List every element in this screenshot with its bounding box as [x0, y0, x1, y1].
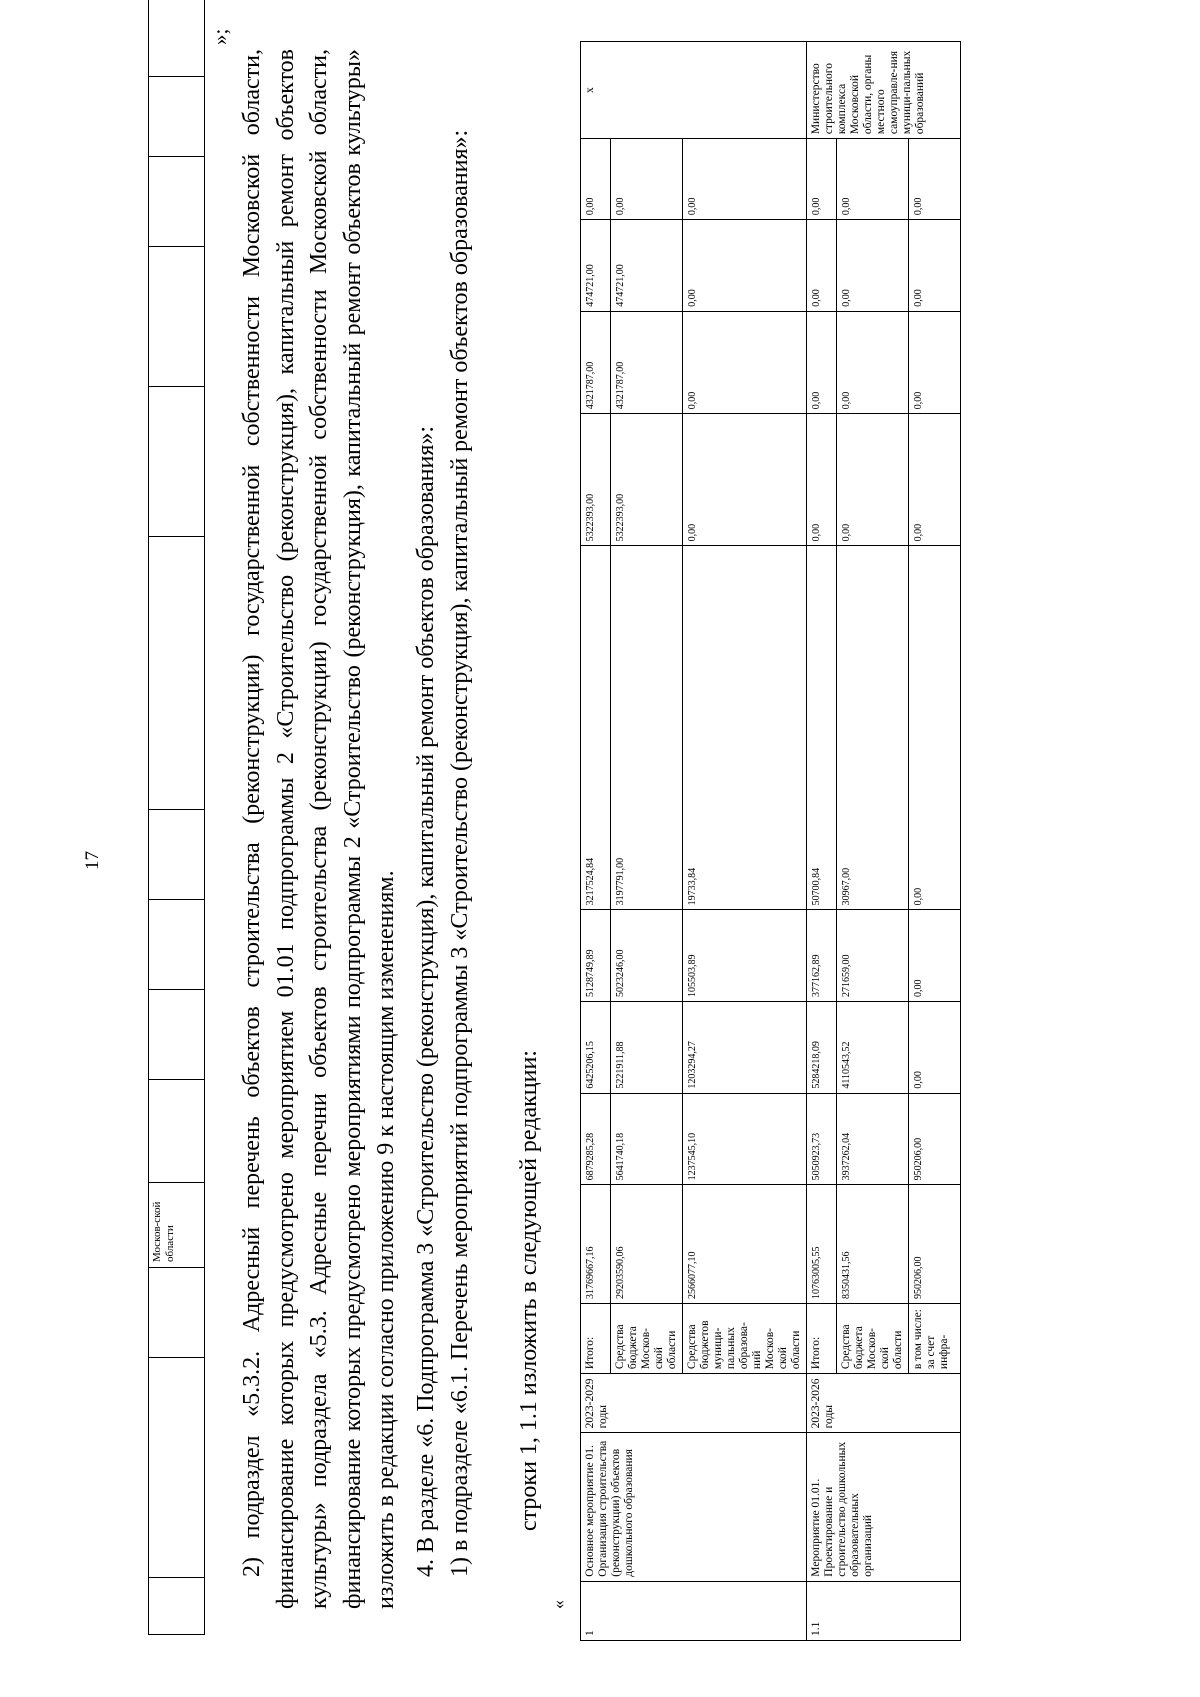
page-number: 17 [82, 851, 103, 870]
funding-source: Итого: [581, 1303, 611, 1373]
paragraph-section-6: 4. В разделе «6. Подпрограмма 3 «Строительство (реконструкция), капитальный ремонт объектов образования»: [413, 425, 439, 1577]
value-2029: 0,00 [683, 220, 807, 312]
paragraph-subsection-5-3-2: 2) подраздел «5.3.2. Адресный перечень объектов строительства (реконструкции) государственной собственности Московской области, финансирование которых предусмотрено мероприятием 01.01 подпрограммы 2 «Строительство (реконструкция), капитальный ремонт объектов культуры» подраздела «5.3. Адресные перечни объектов строительства (реконструкции) государственной собственности Московской области, финансирование которых предусмотрено мероприятиями подпрограммы 2 «Строительство (реконструкция), капитальный ремонт объектов культуры» изложить в редакции согласно приложению 9 к настоящим изменениям. [239, 49, 399, 1609]
measure-years: 2023-2026 годы [807, 1374, 961, 1433]
value-2025: 271659,00 [837, 910, 909, 1002]
strip-cell [149, 1578, 205, 1635]
executor: Министерство строительного комплекса Московской области, органы местного самоуправле-ния муници-пальных образований [807, 42, 961, 139]
value-2028: 4321787,00 [581, 311, 611, 413]
value-2027: 5322393,00 [611, 414, 683, 546]
continued-table-strip [148, 0, 205, 1635]
value-2027: 0,00 [837, 414, 909, 546]
value-2024: 1203294,27 [683, 1002, 807, 1094]
measure-name: Основное мероприятие 01. Организация строительства (реконструкции) объектов дошкольного образования [581, 1433, 807, 1581]
funding-source: Средства бюджета Москов-ской области [837, 1303, 909, 1373]
strip-cell [149, 537, 205, 810]
value-2024: 0,00 [909, 1002, 961, 1094]
value-2029: 0,00 [909, 220, 961, 312]
value-2027: 0,00 [683, 414, 807, 546]
executor: х [581, 42, 807, 139]
value-2024: 5221911,88 [611, 1002, 683, 1094]
value-2026: 30967,00 [837, 546, 909, 910]
value-2028: 0,00 [683, 311, 807, 413]
value-2025: 0,00 [909, 910, 961, 1002]
value-2023: 3937262,04 [837, 1093, 909, 1185]
value-extra: 0,00 [909, 139, 961, 220]
value-2023: 950206,00 [909, 1093, 961, 1185]
value-2026: 3197791,00 [611, 546, 683, 910]
strip-cell [149, 1268, 205, 1358]
strip-cell-source [149, 1183, 205, 1268]
value-2023: 1237545,10 [683, 1093, 807, 1185]
strip-cell [149, 1358, 205, 1578]
strip-cell [149, 0, 205, 77]
value-total: 10763005,55 [807, 1185, 837, 1304]
value-2025: 5023246,00 [611, 910, 683, 1002]
strip-cell [149, 247, 205, 387]
value-2024: 4110543,52 [837, 1002, 909, 1094]
value-total: 8350431,56 [837, 1185, 909, 1304]
strip-cell [149, 387, 205, 537]
value-2028: 0,00 [807, 311, 837, 413]
value-total: 31769667,16 [581, 1185, 611, 1304]
funding-source: Средства бюджета Москов-ской области [611, 1303, 683, 1373]
value-total: 29203590,06 [611, 1185, 683, 1304]
value-2029: 0,00 [837, 220, 909, 312]
value-2028: 0,00 [837, 311, 909, 413]
value-2025: 105503,89 [683, 910, 807, 1002]
value-2026: 0,00 [909, 546, 961, 910]
value-2024: 6425206,15 [581, 1002, 611, 1094]
value-2023: 5641740,18 [611, 1093, 683, 1185]
value-2024: 5284218,09 [807, 1002, 837, 1094]
value-2027: 0,00 [909, 414, 961, 546]
row-number: 1.1 [807, 1581, 961, 1640]
row-number: 1 [581, 1581, 807, 1640]
measure-name: Мероприятие 01.01. Проектирование и строительство дошкольных образовательных организаций [807, 1433, 961, 1581]
value-2029: 474721,00 [581, 220, 611, 312]
paragraph-rows-edit: строки 1, 1.1 изложить в следующей редакции: [516, 1050, 542, 1531]
value-2028: 4321787,00 [611, 311, 683, 413]
strip-cell [149, 1080, 205, 1183]
value-2027: 0,00 [807, 414, 837, 546]
value-extra: 0,00 [807, 139, 837, 220]
value-2026: 50700,84 [807, 546, 837, 910]
measures-table [580, 41, 961, 1641]
paragraph-subsection-6-1: 1) в подразделе «6.1. Перечень мероприятий подпрограммы 3 «Строительство (реконструкция), капитальный ремонт объектов образования»: [447, 129, 473, 1577]
value-2026: 19733,84 [683, 546, 807, 910]
value-extra: 0,00 [683, 139, 807, 220]
strip-cell [149, 810, 205, 900]
closing-quote: »; [208, 28, 232, 45]
measure-years: 2023-2029 годы [581, 1374, 807, 1433]
strip-cell [149, 157, 205, 247]
value-2028: 0,00 [909, 311, 961, 413]
funding-source: в том числе: за счет инфра- [909, 1303, 961, 1373]
strip-cell [149, 77, 205, 157]
value-2029: 0,00 [807, 220, 837, 312]
value-2026: 3217524,84 [581, 546, 611, 910]
value-2027: 5322393,00 [581, 414, 611, 546]
value-2025: 377162,89 [807, 910, 837, 1002]
value-2029: 474721,00 [611, 220, 683, 312]
value-total: 950206,00 [909, 1185, 961, 1304]
value-extra: 0,00 [837, 139, 909, 220]
funding-source: Итого: [807, 1303, 837, 1373]
strip-cell [149, 900, 205, 990]
value-extra: 0,00 [611, 139, 683, 220]
value-2025: 5128749,89 [581, 910, 611, 1002]
value-2023: 5050923,73 [807, 1093, 837, 1185]
strip-cell [149, 990, 205, 1080]
value-2023: 6879285,28 [581, 1093, 611, 1185]
value-total: 2566077,10 [683, 1185, 807, 1304]
strip-funding-source: Москов-ской области [151, 1201, 176, 1262]
value-extra: 0,00 [581, 139, 611, 220]
opening-quote: « [548, 1600, 568, 1609]
funding-source: Средства бюджетов муници-пальных образова-ний Москов-ской области [683, 1303, 807, 1373]
